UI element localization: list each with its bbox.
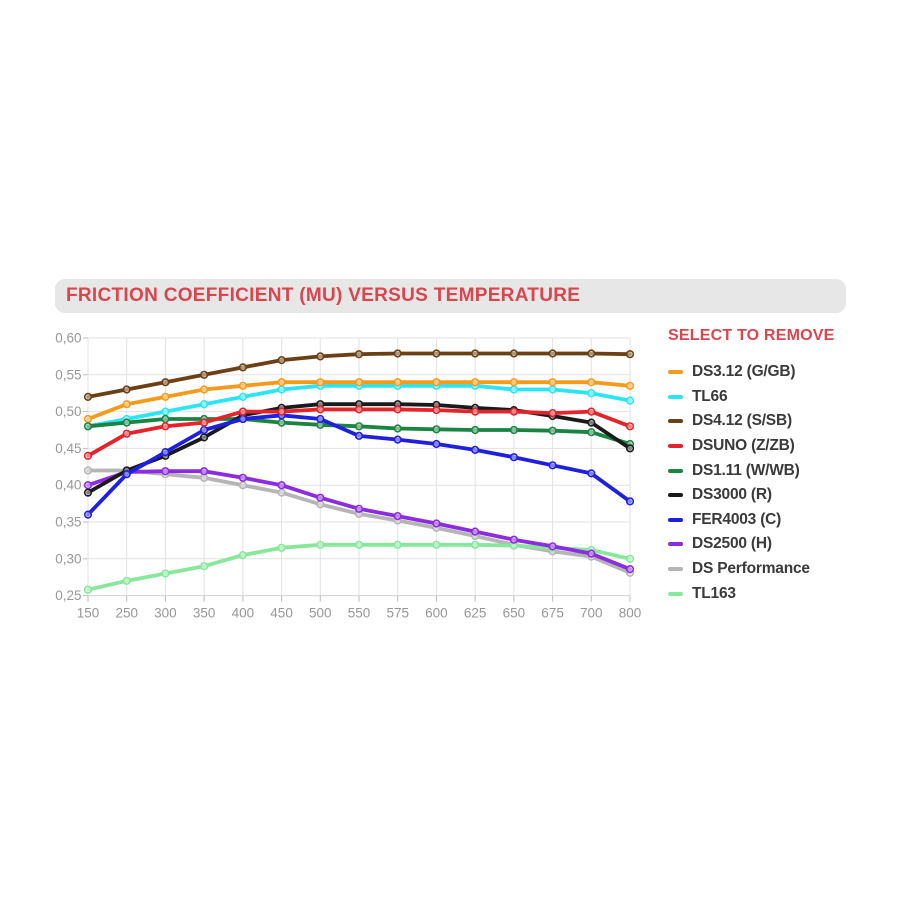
data-point-marker — [85, 586, 92, 593]
data-point-marker — [278, 408, 285, 415]
data-point-marker — [588, 419, 595, 426]
x-tick-label: 600 — [425, 605, 448, 621]
x-tick-label: 700 — [580, 605, 603, 621]
legend-item-label: TL66 — [692, 387, 728, 405]
data-point-marker — [201, 419, 208, 426]
legend-items — [668, 360, 858, 606]
x-tick-label: 150 — [76, 605, 100, 621]
data-point-marker — [394, 379, 401, 386]
legend-item-ds2500-h[interactable] — [668, 532, 858, 557]
data-point-marker — [588, 470, 595, 477]
data-point-marker — [627, 397, 634, 404]
x-tick-label: 350 — [192, 605, 216, 621]
x-tick-label: 625 — [463, 605, 487, 621]
data-point-marker — [278, 379, 285, 386]
data-point-marker — [511, 386, 518, 393]
data-point-marker — [317, 353, 324, 360]
y-tick-label: 0,60 — [55, 330, 82, 346]
data-point-marker — [85, 467, 92, 474]
data-point-marker — [472, 379, 479, 386]
data-point-marker — [240, 364, 247, 371]
data-point-marker — [85, 482, 92, 489]
data-point-marker — [201, 475, 208, 482]
data-point-marker — [433, 520, 440, 527]
data-point-marker — [433, 542, 440, 549]
data-point-marker — [472, 542, 479, 549]
x-tick-label: 550 — [347, 605, 371, 621]
data-point-marker — [394, 542, 401, 549]
data-point-marker — [317, 494, 324, 501]
y-tick-label: 0,50 — [55, 404, 82, 420]
data-point-marker — [201, 427, 208, 434]
legend-swatch — [668, 469, 683, 473]
data-point-marker — [201, 401, 208, 408]
legend-item-label: DS4.12 (S/SB) — [692, 412, 792, 430]
data-point-marker — [511, 350, 518, 357]
data-point-marker — [162, 408, 169, 415]
y-tick-label: 0,35 — [55, 514, 82, 530]
legend-swatch — [668, 493, 683, 497]
y-tick-label: 0,25 — [55, 588, 82, 604]
data-point-marker — [240, 475, 247, 482]
legend-item-ds3000-r[interactable] — [668, 483, 858, 508]
data-point-marker — [317, 542, 324, 549]
data-point-marker — [511, 536, 518, 543]
data-point-marker — [240, 552, 247, 559]
legend-item-label: DS Performance — [692, 560, 810, 578]
data-point-marker — [627, 556, 634, 563]
data-point-marker — [240, 408, 247, 415]
legend-item-label: DS3000 (R) — [692, 486, 772, 504]
legend-item-label: DSUNO (Z/ZB) — [692, 437, 795, 455]
legend-item-label: DS2500 (H) — [692, 535, 772, 553]
legend-swatch — [668, 370, 683, 374]
chart-title: FRICTION COEFFICIENT (MU) VERSUS TEMPERATURE — [66, 285, 581, 306]
data-point-marker — [162, 570, 169, 577]
data-point-marker — [201, 468, 208, 475]
data-point-marker — [588, 350, 595, 357]
data-point-marker — [511, 427, 518, 434]
data-point-marker — [356, 542, 363, 549]
y-tick-label: 0,40 — [55, 477, 82, 493]
legend-item-ds3-12-g-gb[interactable] — [668, 360, 858, 385]
x-tick-label: 500 — [309, 605, 332, 621]
data-point-marker — [472, 350, 479, 357]
data-point-marker — [433, 350, 440, 357]
data-point-marker — [123, 401, 130, 408]
legend-swatch — [668, 395, 683, 399]
data-point-marker — [549, 350, 556, 357]
y-tick-label: 0,30 — [55, 551, 82, 567]
chart-title-bar — [55, 279, 846, 313]
data-point-marker — [123, 419, 130, 426]
data-point-marker — [356, 433, 363, 440]
x-tick-label: 675 — [541, 605, 564, 621]
legend-header: SELECT TO REMOVE — [668, 327, 835, 344]
x-tick-label: 250 — [115, 605, 138, 621]
data-point-marker — [240, 416, 247, 423]
data-point-marker — [433, 441, 440, 448]
data-point-marker — [588, 408, 595, 415]
data-point-marker — [627, 351, 634, 358]
data-point-marker — [627, 383, 634, 390]
data-point-marker — [511, 454, 518, 461]
data-point-marker — [627, 566, 634, 573]
data-point-marker — [549, 462, 556, 469]
data-point-marker — [394, 513, 401, 520]
friction-chart — [50, 325, 650, 625]
data-point-marker — [627, 445, 634, 452]
data-point-marker — [472, 528, 479, 535]
data-point-marker — [588, 429, 595, 436]
legend-panel — [668, 325, 858, 606]
data-point-marker — [123, 430, 130, 437]
x-tick-label: 300 — [154, 605, 177, 621]
legend-item-ds-performance[interactable] — [668, 557, 858, 582]
data-point-marker — [85, 489, 92, 496]
data-point-marker — [433, 426, 440, 433]
data-point-marker — [317, 379, 324, 386]
y-tick-label: 0,45 — [55, 440, 82, 456]
data-point-marker — [317, 501, 324, 508]
legend-item-label: TL163 — [692, 584, 736, 602]
data-point-marker — [201, 434, 208, 441]
data-point-marker — [85, 394, 92, 401]
data-point-marker — [278, 489, 285, 496]
data-point-marker — [511, 379, 518, 386]
data-point-marker — [85, 453, 92, 460]
data-point-marker — [394, 406, 401, 413]
data-point-marker — [549, 427, 556, 434]
legend-item-fer4003-c[interactable] — [668, 508, 858, 533]
legend-swatch — [668, 518, 683, 522]
data-point-marker — [201, 386, 208, 393]
data-point-marker — [162, 394, 169, 401]
legend-item-tl66[interactable] — [668, 385, 858, 410]
data-point-marker — [162, 379, 169, 386]
data-point-marker — [85, 416, 92, 423]
data-point-marker — [162, 416, 169, 423]
data-point-marker — [549, 386, 556, 393]
data-point-marker — [85, 511, 92, 518]
data-point-marker — [278, 545, 285, 552]
data-point-marker — [433, 407, 440, 414]
legend-item-ds1-11-w-wb[interactable] — [668, 458, 858, 483]
data-point-marker — [356, 423, 363, 430]
data-point-marker — [123, 578, 130, 585]
legend-swatch — [668, 444, 683, 448]
data-point-marker — [162, 423, 169, 430]
x-tick-label: 650 — [502, 605, 526, 621]
chart-svg — [50, 325, 650, 625]
data-point-marker — [162, 449, 169, 456]
x-tick-label: 450 — [270, 605, 293, 621]
x-tick-label: 400 — [231, 605, 255, 621]
data-point-marker — [549, 410, 556, 417]
legend-item-label: FER4003 (C) — [692, 510, 782, 528]
data-point-marker — [278, 386, 285, 393]
data-point-marker — [394, 425, 401, 432]
data-point-marker — [472, 427, 479, 434]
data-point-marker — [85, 423, 92, 430]
data-point-marker — [317, 416, 324, 423]
data-point-marker — [278, 419, 285, 426]
data-point-marker — [472, 447, 479, 454]
data-point-marker — [472, 408, 479, 415]
data-point-marker — [394, 350, 401, 357]
data-point-marker — [356, 406, 363, 413]
data-point-marker — [123, 471, 130, 478]
data-point-marker — [123, 386, 130, 393]
data-point-marker — [588, 550, 595, 557]
legend-item-ds4-12-s-sb[interactable] — [668, 409, 858, 434]
data-point-marker — [317, 406, 324, 413]
legend-swatch — [668, 542, 683, 546]
data-point-marker — [549, 379, 556, 386]
data-point-marker — [240, 394, 247, 401]
legend-item-dsuno-z-zb[interactable] — [668, 434, 858, 459]
data-point-marker — [201, 563, 208, 570]
data-point-marker — [588, 379, 595, 386]
data-point-marker — [433, 379, 440, 386]
data-point-marker — [588, 390, 595, 397]
data-point-marker — [356, 506, 363, 513]
legend-swatch — [668, 567, 683, 571]
legend-swatch — [668, 592, 683, 596]
x-tick-label: 575 — [386, 605, 409, 621]
x-tick-label: 800 — [618, 605, 642, 621]
data-point-marker — [394, 436, 401, 443]
data-point-marker — [627, 498, 634, 505]
data-point-marker — [278, 357, 285, 364]
data-point-marker — [201, 372, 208, 379]
legend-swatch — [668, 419, 683, 423]
legend-item-tl163[interactable] — [668, 581, 858, 606]
data-point-marker — [356, 351, 363, 358]
data-point-marker — [549, 543, 556, 550]
data-point-marker — [240, 482, 247, 489]
data-point-marker — [162, 468, 169, 475]
data-point-marker — [511, 408, 518, 415]
legend-item-label: DS3.12 (G/GB) — [692, 363, 796, 381]
data-point-marker — [240, 383, 247, 390]
data-point-marker — [627, 423, 634, 430]
data-point-marker — [356, 379, 363, 386]
y-tick-label: 0,55 — [55, 367, 82, 383]
legend-item-label: DS1.11 (W/WB) — [692, 461, 800, 479]
data-point-marker — [278, 482, 285, 489]
